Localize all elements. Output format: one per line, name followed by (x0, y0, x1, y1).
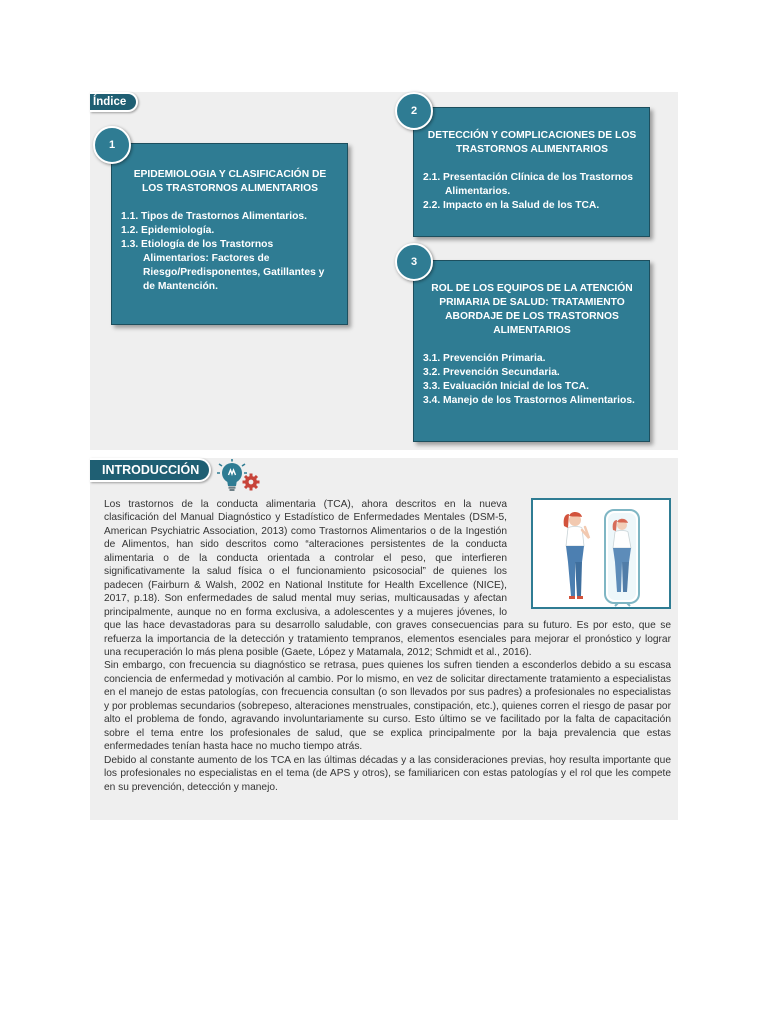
section-3-title: ROL DE LOS EQUIPOS DE LA ATENCIÓN PRIMARIA DE SALUD: TRATAMIENTO ABORDAJE DE LOS TRASTORNOS ALIMENTARIOS (431, 283, 633, 336)
section-2-title: DETECCIÓN Y COMPLICACIONES DE LOS TRASTORNOS ALIMENTARIOS (427, 130, 637, 155)
section-2-item-1: 2.1. Presentación Clínica de los Trastornos Alimentarios. (423, 172, 634, 197)
intro-tag: INTRODUCCIÓN (90, 458, 211, 482)
index-section-2 (413, 107, 650, 237)
intro-body (104, 498, 671, 794)
section-2-number-badge: 2 (395, 92, 433, 130)
index-tag: Índice (90, 92, 138, 112)
lightbulb-gear-icon (214, 458, 262, 492)
section-1-item-2: 1.2. Epidemiología. (121, 225, 215, 236)
intro-paragraph-1: Los trastornos de la conducta alimentaria (TCA), ahora descritos en la nueva clasificación del Manual Diagnóstico y Estadístico de Enfermedades Mentales (DSM-5, American Psychiatric Association, 2013) como Trastornos Alimentarios o de la Ingestión de Alimentos, han sido descritos como “alteraciones persistentes de la conducta alimentaria o de la conducta orientada a controlar el peso, que interfieren significativamente la salud física o el funcionamiento psicosocial” de quienes los padecen (Fairburn & Walsh, 2002 en National Institute for Health Excellence (NICE), 2017, p.18). Son enfermedades de salud mental muy serias, multicausadas y afectan principalmente, aunque no en forma exclusiva, a adolescentes y a mujeres jóvenes, lo que las hace devastadoras para su desarrollo saludable, con graves consecuencias para su futuro. Es por esto, que se refuerza la importancia de la detección y tratamiento tempranos, elementos esenciales para mejorar el pronóstico y lograr una recuperación lo más plena posible (Gaete, López y Matamala, 2012; Schmidt et al., 2016). (104, 499, 671, 658)
section-3-item-3: 3.3. Evaluación Inicial de los TCA. (423, 381, 589, 392)
section-1-item-3: 1.3. Etiología de los Trastornos Alimentarios: Factores de Riesgo/Predisponentes, Gatillantes y de Mantención. (121, 239, 325, 292)
index-section-3 (413, 260, 650, 442)
section-3-item-4: 3.4. Manejo de los Trastornos Alimentarios. (423, 395, 635, 406)
section-3-item-2: 3.2. Prevención Secundaria. (423, 367, 560, 378)
section-1-number-badge: 1 (93, 126, 131, 164)
section-2-item-2: 2.2. Impacto en la Salud de los TCA. (423, 200, 600, 211)
section-1-title: EPIDEMIOLOGIA Y CLASIFICACIÓN DE LOS TRASTORNOS ALIMENTARIOS (133, 169, 327, 194)
intro-paragraph-2: Sin embargo, con frecuencia su diagnóstico se retrasa, pues quienes los sufren tienden a esconderlos debido a su escasa conciencia de enfermedad y motivación al cambio. Por lo mismo, en vez de solicitar directamente tratamiento a especialistas en el manejo de estas patologías, con frecuencia consultan (o son llevados por sus padres) a profesionales no especialistas y por problemas secundarios (sobrepeso, alteraciones menstruales, constipación, etc.), quienes corren el riesgo de pasar por alto el problema de fondo, agravando involuntariamente su curso. Esto último se ve facilitado por la falta de capacitación sobre el tema entre los profesionales de salud, que se explica principalmente por la baja prevalencia que estas enfermedades tenían hasta hace no mucho tiempo atrás. (104, 660, 671, 753)
section-1-item-1: 1.1. Tipos de Trastornos Alimentarios. (121, 211, 307, 222)
woman-mirror-illustration (531, 498, 671, 609)
intro-paragraph-3: Debido al constante aumento de los TCA en las últimas décadas y a las consideraciones previas, hoy resulta importante que los profesionales no especialistas en el tema (de APS y otros), se familiaricen con estas patologías y el rol que les compete en su prevención, detección y manejo. (104, 754, 671, 793)
section-3-number-badge: 3 (395, 243, 433, 281)
intro-panel (90, 458, 678, 820)
index-panel (90, 92, 678, 450)
index-section-1 (111, 143, 348, 325)
section-3-item-1: 3.1. Prevención Primaria. (423, 353, 546, 364)
